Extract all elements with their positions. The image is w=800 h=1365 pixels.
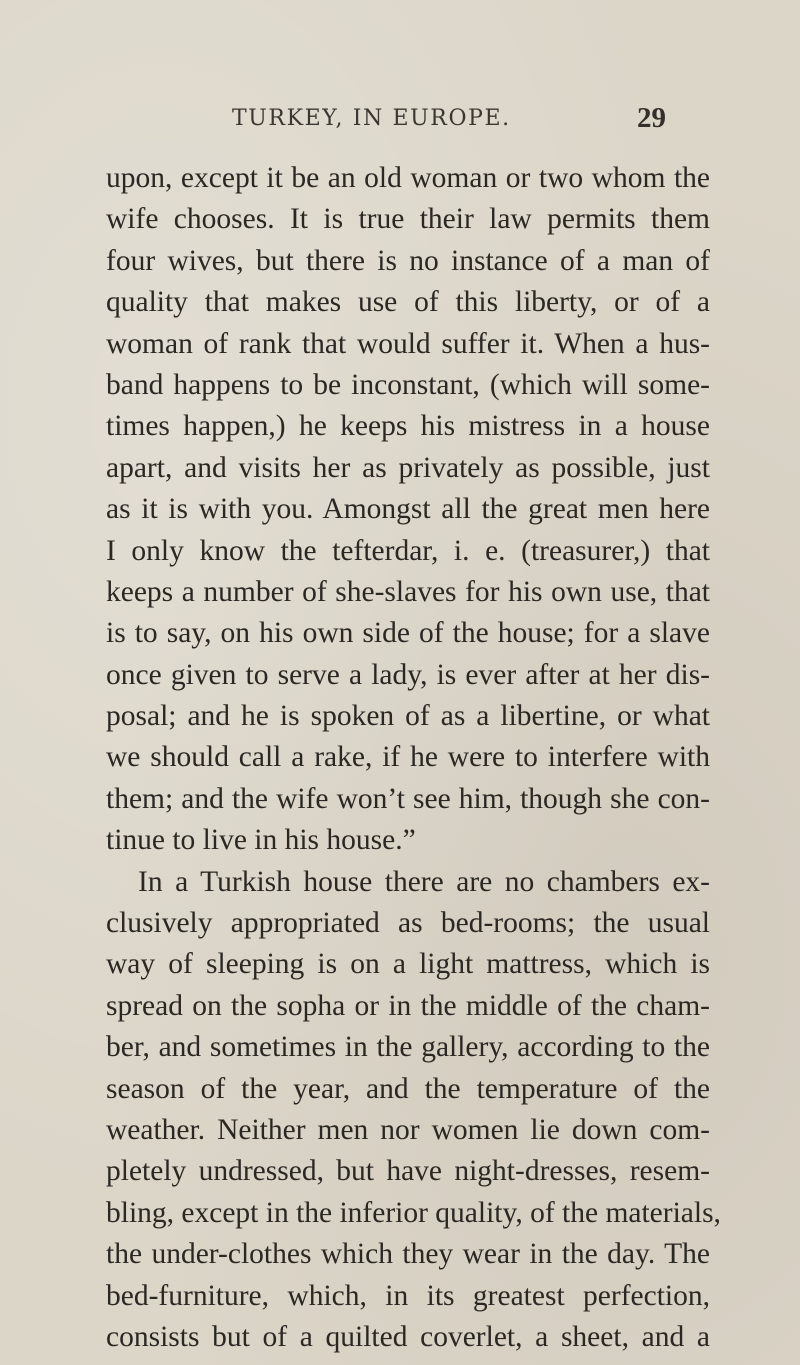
text-line: keeps a number of she-slaves for his own use, that (106, 575, 710, 608)
text-line: upon, except it be an old woman or two whom the (106, 162, 710, 194)
text-line: I only know the tefterdar, i. e. (treasurer,) that (106, 534, 710, 567)
running-title: TURKEY, IN EUROPE. (232, 106, 511, 131)
text-line: quality that makes use of this liberty, or of a (106, 286, 710, 319)
text-line: the under-clothes which they wear in the day. The (106, 1238, 710, 1271)
text-line: we should call a rake, if he were to interfere with (106, 741, 710, 774)
text-line: bed-furniture, which, in its greatest perfection, (106, 1279, 710, 1312)
text-line: four wives, but there is no instance of a man of (106, 244, 710, 277)
text-line: bling, except in the inferior quality, of the materials, (106, 1196, 721, 1229)
text-line: In a Turkish house there are no chambers ex- (138, 865, 710, 898)
text-line: consists but of a quilted coverlet, a sheet, and a (106, 1320, 710, 1353)
text-line: times happen,) he keeps his mistress in a house (106, 410, 710, 443)
text-line: band happens to be inconstant, (which will some- (106, 368, 710, 401)
page-number: 29 (637, 102, 666, 134)
text-line: as it is with you. Amongst all the great men here (106, 493, 710, 526)
text-line: posal; and he is spoken of as a libertine, or what (106, 700, 710, 733)
text-line: pletely undressed, but have night-dresses, resem- (106, 1155, 710, 1188)
text-line: ber, and sometimes in the gallery, according to the (106, 1031, 710, 1064)
text-line: them; and the wife won’t see him, though she con- (106, 782, 710, 815)
text-line: apart, and visits her as privately as possible, just (106, 451, 710, 484)
text-line: tinue to live in his house.” (106, 824, 416, 857)
text-line: spread on the sopha or in the middle of the cham- (106, 989, 710, 1022)
text-line: is to say, on his own side of the house; for a slave (106, 617, 710, 650)
text-line: season of the year, and the temperature of the (106, 1072, 710, 1105)
text-line: weather. Neither men nor women lie down com- (106, 1113, 710, 1146)
text-line: wife chooses. It is true their law permits them (106, 203, 710, 236)
running-head (0, 102, 800, 142)
text-line: once given to serve a lady, is ever after at her dis- (106, 658, 710, 691)
text-line: woman of rank that would suffer it. When a hus- (106, 327, 710, 360)
text-line: clusively appropriated as bed-rooms; the usual (106, 907, 710, 940)
text-line: way of sleeping is on a light mattress, which is (106, 948, 710, 981)
body-text (106, 158, 721, 1358)
